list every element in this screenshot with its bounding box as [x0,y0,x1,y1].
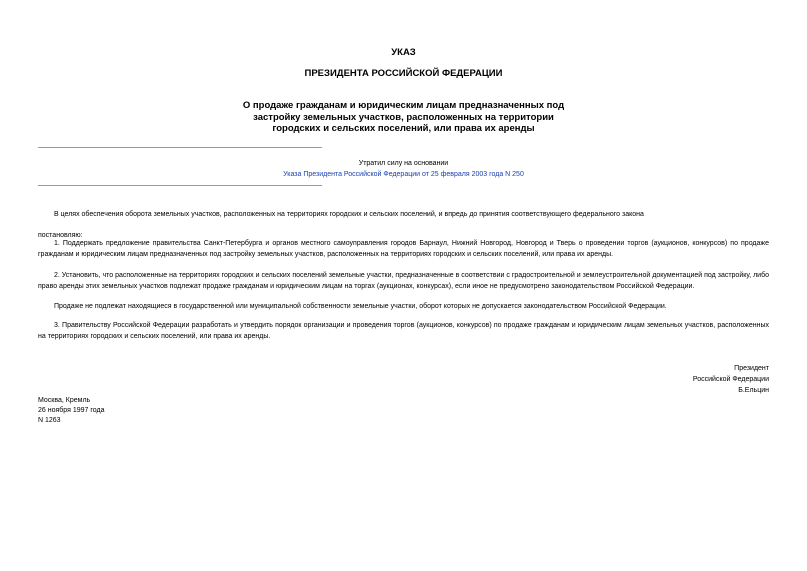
title-line: О продаже гражданам и юридическим лицам предназначенных под [242,100,565,111]
signature-org: Российской Федерации [692,376,769,383]
paragraph-item-1: 1. Поддержать предложение правительства Санкт-Петербурга и органов местного самоуправления городов Барнаул, Нижний Новгород, Новгород и Тверь о проведении торгов (аукционов, конкурсов) по продаже гражданам и юридическим лицам предназначенных под застройку земельных участков, расположенных на территориях городских и сельских поселений, или права их аренды. [38,240,769,258]
place-date: 26 ноября 1997 года [38,407,105,414]
paragraph-item-3: 3. Правительству Российской Федерации разработать и утвердить порядок организации и проведения торгов (аукционов, конкурсов) по продаже гражданам и юридическим лицам земельных участков, расположенных на территориях городских и сельских поселений, или права их аренды. [38,322,769,340]
paragraph-decree: постановляю: [38,232,83,239]
divider-bottom [38,185,322,186]
document-heading: УКАЗ [391,47,416,58]
document-title [0,100,807,135]
paragraph-preamble: В целях обеспечения оборота земельных участков, расположенных на территориях городских и сельских поселений, и впредь до принятия соответствующего федерального закона [54,211,644,218]
title-line: городских и сельских поселений, или права их аренды [272,123,535,134]
title-line: застройку земельных участков, расположенных на территории [253,111,554,123]
signature-title: Президент [734,365,769,372]
paragraph-exclusion: Продаже не подлежат находящиеся в государственной или муниципальной собственности земельные участки, оборот которых не допускается законодательством Российской Федерации. [54,303,667,310]
status-link[interactable]: Указа Президента Российской Федерации от 25 февраля 2003 года N 250 [283,171,524,178]
place-location: Москва, Кремль [38,397,91,404]
document-subheading: ПРЕЗИДЕНТА РОССИЙСКОЙ ФЕДЕРАЦИИ [304,68,503,79]
signature-name: Б.Ельцин [738,387,769,394]
document-number: N 1263 [38,417,61,424]
status-note: Утратил силу на основании [358,160,449,167]
paragraph-item-2: 2. Установить, что расположенные на территориях городских и сельских поселений земельные участки, предназначенные в соответствии с градостроительной и землеустроительной документацией под застройку, либо право аренды этих земельных участков подлежат продаже гражданам и юридическим лицам на торгах (аукционах, конкурсах), если иное не предусмотрено законодательством Российской Федерации. [38,272,769,290]
divider-top [38,147,322,148]
